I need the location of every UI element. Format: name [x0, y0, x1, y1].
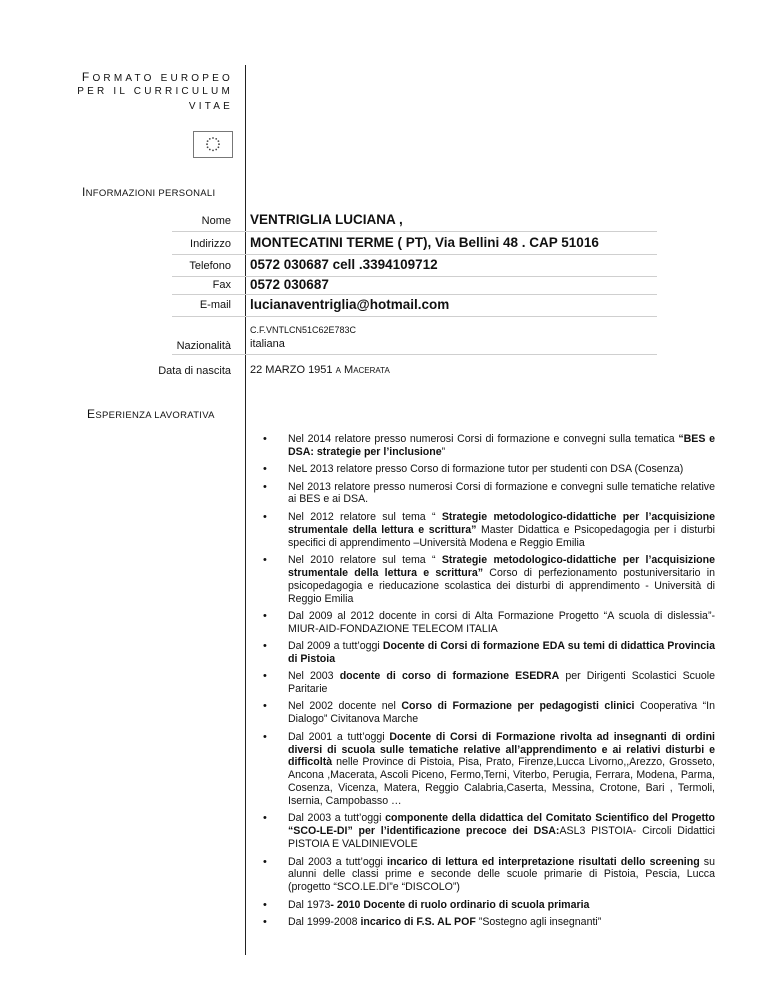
- fax-label: Fax: [212, 279, 231, 291]
- section-personal-info: INFORMAZIONI PERSONALI: [82, 185, 216, 199]
- experience-item: • Dal 1973- 2010 Docente di ruolo ordinario di scuola primaria: [288, 899, 715, 912]
- cv-title-line-2: PER IL CURRICULUM: [77, 86, 233, 97]
- experience-item: • Nel 2012 relatore sul tema “ Strategie metodologico-didattiche per l’acquisizione strumentale della lettura e scrittura” Master Didattica e Psicopedagogia per i disturbi specifici di apprendimento –Università Modena e Reggio Emilia: [288, 511, 715, 550]
- row-separator: [172, 254, 657, 255]
- name-label: Nome: [201, 215, 231, 227]
- address-value: MONTECATINI TERME ( PT), Via Bellini 48 . CAP 51016: [250, 235, 599, 250]
- row-separator: [172, 294, 657, 295]
- experience-item: • Dal 2003 a tutt’oggi incarico di lettura ed interpretazione risultati dello screening su alunni delle classi prime e seconde delle scuole primarie di Pistoia, Pescia, Lucca (progetto “SCO.LE.DI”e “DISCOLO”): [288, 856, 715, 895]
- experience-list: [288, 433, 715, 933]
- tax-code: C.F.VNTLCN51C62E783C: [250, 325, 357, 335]
- cv-title-line-1: FORMATO EUROPEO: [81, 70, 233, 84]
- nationality-value: italiana: [250, 338, 285, 350]
- name-value: VENTRIGLIA LUCIANA ,: [250, 212, 403, 227]
- experience-item: • Dal 2001 a tutt’oggi Docente di Corsi di Formazione rivolta ad insegnanti di ordini diversi di scuola sulle tematiche relative all’apprendimento e ai relativi disturbi e difficoltà nelle Province di Pistoia, Pisa, Prato, Firenze,Lucca Livorno,,Arezzo, Grosseto, Ancona ,Macerata, Ascoli Piceno, Fermo,Terni, Viterbo, Perugia, Ferrara, Modena, Parma, Cosenza, Vicenza, Matera, Reggio Calabria,Caserta, Messina, Crotone, Bari , Termoli, Isernia, Campobasso …: [288, 731, 715, 808]
- experience-item: • Nel 2003 docente di corso di formazione ESEDRA per Dirigenti Scolastici Scuole Paritarie: [288, 670, 715, 696]
- email-label: E-mail: [199, 299, 231, 311]
- experience-item: • Dal 2003 a tutt’oggi componente della didattica del Comitato Scientifico del Progetto “SCO-LE-DI” per l’identificazione precoce dei DSA:ASL3 PISTOIA- Circoli Didattici PISTOIA E VALDINIEVOLE: [288, 812, 715, 851]
- experience-item: • Dal 2009 al 2012 docente in corsi di Alta Formazione Progetto “A scuola di dislessia”- MIUR-AID-FONDAZIONE TELECOM ITALIA: [288, 610, 715, 636]
- row-separator: [172, 354, 657, 355]
- email-value: lucianaventriglia@hotmail.com: [250, 297, 450, 312]
- column-divider: [245, 65, 246, 955]
- row-separator: [172, 276, 657, 277]
- section-work-experience: ESPERIENZA LAVORATIVA: [87, 407, 215, 421]
- address-label: Indirizzo: [190, 238, 231, 250]
- experience-item: • Dal 2009 a tutt’oggi Docente di Corsi di formazione EDA su temi di didattica Provincia di Pistoia: [288, 640, 715, 666]
- experience-item: • Nel 2010 relatore sul tema “ Strategie metodologico-didattiche per l’acquisizione strumentale della lettura e scrittura” Corso di perfezionamento postuniversitario in psicopedagogia e rieducazione scolastica dei disturbi di apprendimento - Università di Reggio Emilia: [288, 554, 715, 606]
- birth-date-value: 22 MARZO 1951 A MACERATA: [250, 364, 390, 376]
- experience-item: • Nel 2013 relatore presso numerosi Corsi di formazione e convegni sulle tematiche relative ai BES e ai DSA.: [288, 481, 715, 507]
- phone-value: 0572 030687 cell .3394109712: [250, 257, 438, 272]
- nationality-label: Nazionalità: [176, 340, 231, 352]
- phone-label: Telefono: [189, 260, 231, 272]
- row-separator: [172, 316, 657, 317]
- cv-title-line-3: VITAE: [188, 101, 233, 112]
- experience-item: • Nel 2002 docente nel Corso di Formazione per pedagogisti clinici Cooperativa “In Dialogo” Civitanova Marche: [288, 700, 715, 726]
- experience-item: • Nel 2014 relatore presso numerosi Corsi di formazione e convegni sulla tematica “BES e DSA: strategie per l’inclusione”: [288, 433, 715, 459]
- experience-item: • Dal 1999-2008 incarico di F.S. AL POF ”Sostegno agli insegnanti”: [288, 916, 715, 929]
- row-separator: [172, 231, 657, 232]
- eu-flag-icon: [193, 131, 233, 158]
- experience-item: • NeL 2013 relatore presso Corso di formazione tutor per studenti con DSA (Cosenza): [288, 463, 715, 476]
- fax-value: 0572 030687: [250, 277, 329, 292]
- birth-date-label: Data di nascita: [158, 365, 231, 377]
